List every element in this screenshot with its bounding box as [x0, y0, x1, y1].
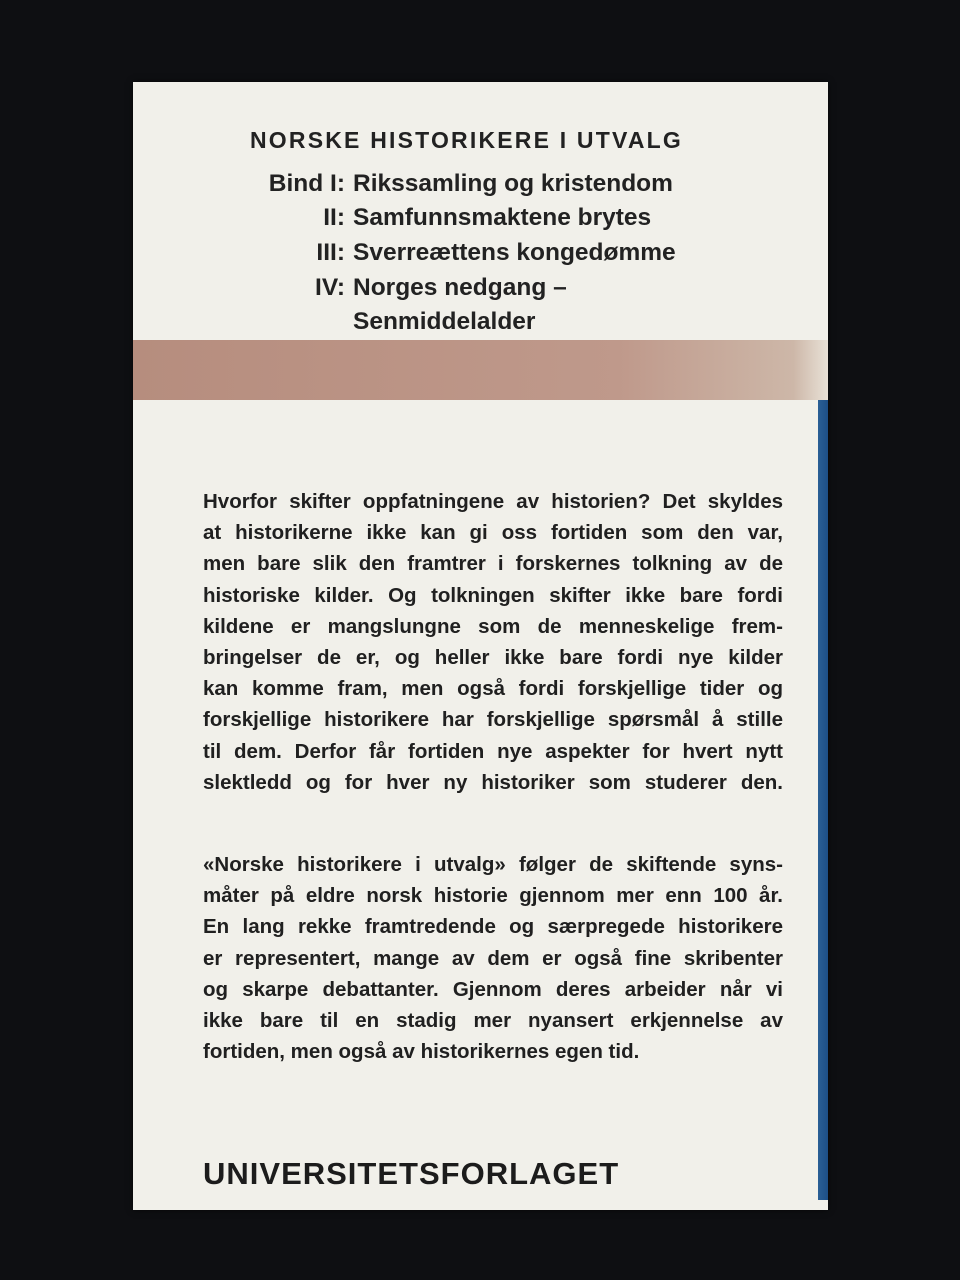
text-line: «Norske historikere i utvalg» følger de skiftende syns- — [203, 853, 783, 876]
series-title: NORSKE HISTORIKERE I UTVALG — [250, 127, 683, 153]
text-line: historiske kilder. Og tolkningen skifter ikke bare fordi — [203, 583, 783, 607]
volume-title: Sverreættens kongedømme — [353, 239, 676, 266]
text-line: En lang rekke framtredende og særpregede historikere — [203, 915, 783, 939]
volume-item — [230, 170, 790, 204]
text-line: slektledd og for hver ny historiker som studerer den. — [203, 770, 783, 794]
spine-edge — [818, 400, 828, 1200]
volume-title: Senmiddelalder — [353, 308, 536, 335]
volume-title: Norges nedgang – — [353, 274, 567, 301]
text-line: til dem. Derfor får fortiden nye aspekter for hvert nytt — [203, 739, 783, 763]
text-line: at historikerne ikke kan gi oss fortiden som den var, — [203, 521, 783, 545]
text-line: bringelser de er, og heller ikke bare fordi nye kilder — [203, 645, 783, 669]
decorative-band — [133, 340, 828, 400]
volume-title: Rikssamling og kristendom — [353, 170, 673, 197]
volume-label: Bind I: — [268, 170, 345, 197]
text-line: men bare slik den framtrer i forskernes tolkning av de — [203, 552, 783, 576]
description-paragraph-1 — [203, 486, 783, 798]
volume-item — [230, 239, 790, 273]
publisher-name: UNIVERSITETSFORLAGET — [203, 1156, 620, 1191]
volume-title: Samfunnsmaktene brytes — [353, 204, 652, 231]
text-line: Hvorfor skifter oppfatningene av historien? Det skyldes — [203, 490, 783, 513]
text-line: kan komme fram, men også fordi forskjellige tider og — [203, 677, 783, 701]
volume-item — [230, 274, 790, 308]
text-line: forskjellige historikere har forskjellige spørsmål å stille — [203, 708, 783, 732]
volume-label: II: — [323, 204, 345, 231]
text-line: og skarpe debattanter. Gjennom deres arbeider når vi — [203, 977, 783, 1001]
volume-label: IV: — [315, 274, 345, 301]
volume-item — [230, 308, 790, 342]
text-line: kildene er mangslungne som de menneskelige frem- — [203, 614, 783, 638]
text-line: måter på eldre norsk historie gjennom mer enn 100 år. — [203, 884, 783, 908]
text-line: er representert, mange av dem er også fine skribenter — [203, 946, 783, 970]
volume-label: III: — [316, 239, 345, 266]
text-line: ikke bare til en stadig mer nyansert erkjennelse av — [203, 1008, 783, 1032]
volume-item — [230, 204, 790, 238]
text-line: fortiden, men også av historikernes egen tid. — [203, 1040, 640, 1064]
description-paragraph-2 — [203, 849, 783, 1067]
